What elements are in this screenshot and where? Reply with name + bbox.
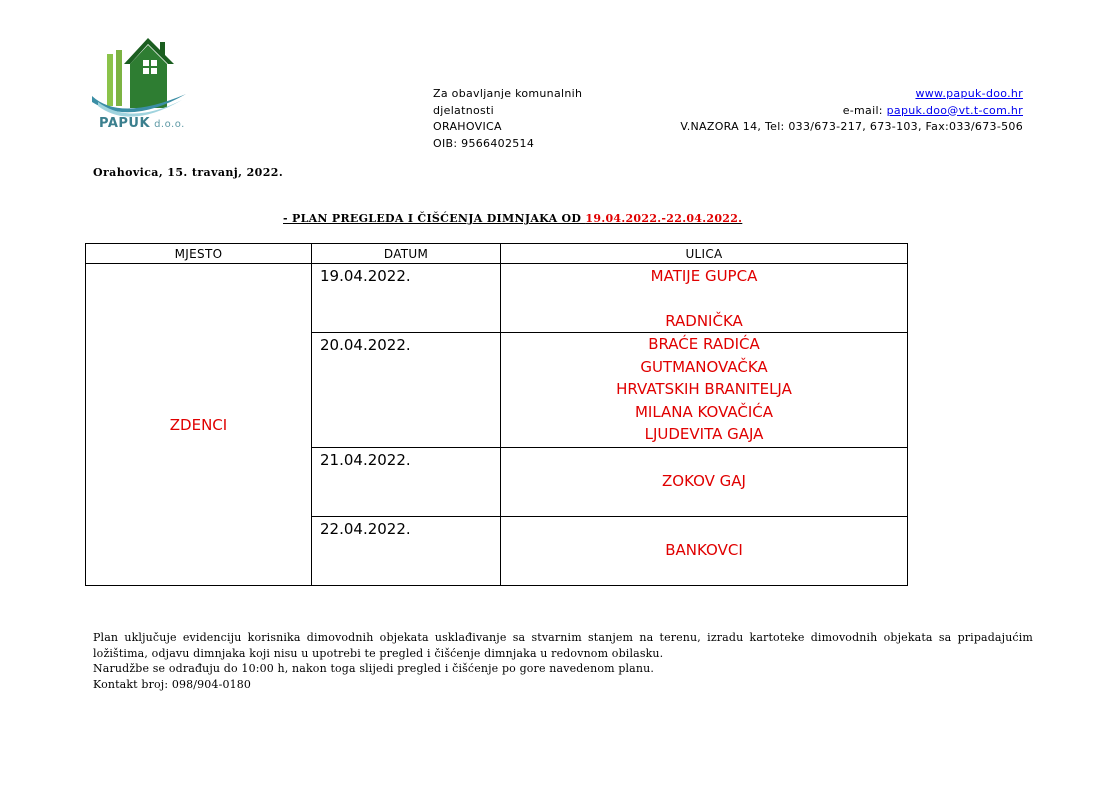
header-datum: DATUM <box>312 244 501 264</box>
streets-cell <box>501 333 908 448</box>
plan-title-text: - PLAN PREGLEDA I ČIŠĆENJA DIMNJAKA OD <box>283 212 586 225</box>
notes-section <box>93 630 1033 692</box>
street-name: MILANA KOVAČIĆA <box>634 402 774 421</box>
date-cell <box>312 333 501 448</box>
street-spacer <box>501 448 907 470</box>
street-name: LJUDEVITA GAJA <box>644 425 764 443</box>
date-value: 20.04.2022. <box>320 336 411 354</box>
logo-chimney <box>160 42 165 56</box>
header-ulica: ULICA <box>501 244 908 264</box>
date-cell <box>312 264 501 333</box>
logo-column-right <box>116 50 122 106</box>
table-row <box>86 264 908 333</box>
place-cell: ZDENCI <box>86 264 312 586</box>
streets-cell <box>501 448 908 517</box>
email-label: e-mail: <box>842 103 887 117</box>
website-link[interactable]: www.papuk-doo.hr <box>915 87 1023 100</box>
schedule-table <box>85 243 908 586</box>
street-name: HRVATSKIH BRANITELJA <box>616 380 792 398</box>
contact-info <box>680 86 1023 136</box>
notes-contact: Kontakt broj: 098/904-0180 <box>93 677 252 691</box>
date-value: 21.04.2022. <box>320 451 411 469</box>
street-spacer <box>501 288 907 310</box>
company-line-1: Za obavljanje komunalnih <box>433 87 583 100</box>
street-spacer <box>501 517 907 539</box>
street-name: BANKOVCI <box>665 541 743 559</box>
street-name: MATIJE GUPCA <box>650 267 758 285</box>
logo-suffix: d.o.o. <box>154 119 185 130</box>
street-name: ZOKOV GAJ <box>662 472 746 490</box>
address-line: V.NAZORA 14, Tel: 033/673-217, 673-103, Fax:033/673-506 <box>680 120 1023 133</box>
company-line-2: djelatnosti <box>433 103 495 117</box>
street-name: GUTMANOVAČKA <box>640 357 768 376</box>
date-cell <box>312 517 501 586</box>
date-value: 19.04.2022. <box>320 267 411 285</box>
notes-orders: Narudžbe se odrađuju do 10:00 h, nakon toga slijedi pregled i čišćenje po gore navedenom planu. <box>93 662 655 675</box>
street-name: RADNIČKA <box>665 311 743 330</box>
header-mjesto: MJESTO <box>86 244 312 264</box>
company-line-3: ORAHOVICA <box>433 120 502 133</box>
streets-cell <box>501 517 908 586</box>
company-oib: OIB: 9566402514 <box>433 136 535 150</box>
table-header-row <box>86 244 908 264</box>
street-name: BRAĆE RADIĆA <box>648 335 760 353</box>
logo-wordmark <box>99 116 185 131</box>
date-value: 22.04.2022. <box>320 520 411 538</box>
notes-plan-description: Plan uključuje evidenciju korisnika dimovodnih objekata usklađivanje sa stvarnim stanjem na terenu, izradu kartoteke dimovodnih objekata sa pripadajućim ložištima, odjavu dimnjaka koji nisu u upotrebi te pregled i čišćenje dimnjaka u redovnom obilasku. <box>93 631 1033 660</box>
email-link[interactable]: papuk.doo@vt.t-com.hr <box>886 103 1023 117</box>
date-cell <box>312 448 501 517</box>
document-date: Orahovica, 15. travanj, 2022. <box>93 166 284 179</box>
streets-cell <box>501 264 908 333</box>
company-info <box>433 86 582 152</box>
plan-date-range: 19.04.2022.-22.04.2022. <box>585 212 743 225</box>
plan-title <box>283 212 742 225</box>
logo-name: PAPUK <box>99 116 151 131</box>
logo-column-left <box>107 54 113 106</box>
